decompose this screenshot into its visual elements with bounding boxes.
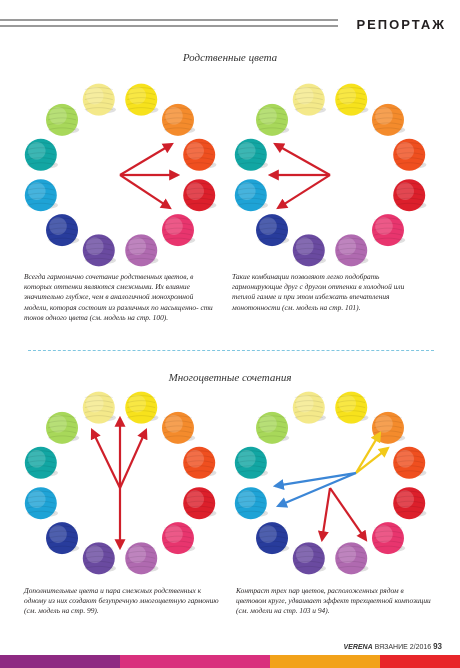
yarn-ball-sky-blue: [235, 179, 268, 211]
yarn-ball-lime: [256, 104, 289, 136]
footer-bar-purple: [0, 655, 120, 668]
section2-left-caption: Дополнительные цвета и пара смежных родственных к одному из них создают безупречную многоцветную гармонию (см. модель на стр. 99).: [24, 586, 219, 616]
yarn-ball-yellow: [125, 84, 158, 116]
yarn-ball-purple: [83, 234, 116, 266]
yarn-ball-lime: [46, 104, 79, 136]
color-wheel-analogous-right: [230, 80, 430, 270]
yarn-ball-sky-blue: [25, 487, 58, 519]
yarn-ball-yellow: [335, 84, 368, 116]
arrow-red-2: [278, 175, 330, 208]
yarn-ball-blue: [46, 214, 79, 246]
yarn-ball-pink: [162, 522, 195, 554]
color-wheel-analogous-left: [20, 80, 220, 270]
yarn-ball-pale-yellow: [83, 392, 116, 424]
section2-title: Многоцветные сочетания: [168, 372, 292, 384]
footer-bar-pink: [120, 655, 270, 668]
yarn-ball-teal: [25, 447, 58, 479]
yarn-ball-orange: [393, 139, 426, 171]
yarn-ball-sky-blue: [235, 487, 268, 519]
yarn-ball-light-orange: [162, 412, 195, 444]
section1-title: Родственные цвета: [182, 52, 278, 64]
yarn-ball-violet: [125, 234, 158, 266]
yarn-ball-red: [183, 487, 216, 519]
arrow-blue-3: [278, 473, 356, 506]
yarn-ball-pink: [372, 214, 405, 246]
yarn-ball-lime: [256, 412, 289, 444]
footer-magazine-info: [344, 642, 443, 651]
yarn-ball-pale-yellow: [83, 84, 116, 116]
arrow-red-0: [275, 144, 330, 175]
arrow-yellow-1: [356, 448, 388, 473]
yarn-ball-blue: [46, 522, 79, 554]
page-number: 93: [433, 642, 442, 651]
arrow-red-5: [322, 488, 330, 540]
yarn-ball-pale-yellow: [293, 392, 326, 424]
arrow-red-2: [120, 430, 146, 488]
header-rule: [0, 16, 340, 32]
yarn-ball-teal: [235, 447, 268, 479]
arrow-yellow-0: [356, 433, 380, 473]
color-wheel-complementary-left: [20, 388, 220, 578]
footer-issue: ВЯЗАНИЕ 2/2016: [374, 644, 432, 651]
yarn-ball-yellow: [335, 392, 368, 424]
yarn-ball-blue: [256, 214, 289, 246]
yarn-ball-blue: [256, 522, 289, 554]
yarn-ball-teal: [25, 139, 58, 171]
yarn-ball-orange: [183, 139, 216, 171]
yarn-ball-red: [183, 179, 216, 211]
section1-right-caption: Такие комбинации позволяют легко подобрать гармонирующие друг с другом оттенки в холодной или теплой гамме и при этом избежать впечатления монотонности (см. модель на стр. 101).: [232, 272, 405, 312]
yarn-ball-sky-blue: [25, 179, 58, 211]
arrow-red-2: [120, 175, 170, 208]
yarn-ball-orange: [183, 447, 216, 479]
arrow-red-1: [92, 430, 120, 488]
footer-bar-orange: [270, 655, 380, 668]
section1-left-caption: Всегда гармонично сочетание родственных цветов, в которых оттенки являются смежными. Их влияние значительно глубже, чем в аналогичной монохромной модели, которая состоит из различных по насыщенно- сти тонов одного цвета (см. модель на стр. 100).: [24, 272, 213, 322]
yarn-ball-light-orange: [162, 104, 195, 136]
section-label: РЕПОРТАЖ: [350, 14, 460, 36]
yarn-ball-light-orange: [372, 104, 405, 136]
yarn-ball-pink: [372, 522, 405, 554]
yarn-ball-orange: [393, 447, 426, 479]
color-wheel-triad-pairs-right: [230, 388, 430, 578]
yarn-ball-lime: [46, 412, 79, 444]
yarn-ball-violet: [335, 234, 368, 266]
arrow-red-4: [330, 488, 366, 540]
arrow-blue-2: [275, 473, 356, 486]
yarn-ball-purple: [293, 234, 326, 266]
yarn-ball-red: [393, 487, 426, 519]
section2-right-caption: Контраст трех пар цветов, расположенных рядом в цветовом круге, удваивает эффект трехцветной композиции (см. модели на стр. 103 и 94).: [236, 586, 431, 616]
yarn-ball-violet: [335, 542, 368, 574]
yarn-ball-pink: [162, 214, 195, 246]
yarn-ball-red: [393, 179, 426, 211]
arrow-red-0: [120, 144, 172, 175]
yarn-ball-violet: [125, 542, 158, 574]
yarn-ball-purple: [83, 542, 116, 574]
yarn-ball-yellow: [125, 392, 158, 424]
footer-brand: VERENA: [343, 644, 373, 651]
section-divider: [28, 350, 434, 351]
yarn-ball-pale-yellow: [293, 84, 326, 116]
yarn-ball-purple: [293, 542, 326, 574]
footer-bar-red: [380, 655, 460, 668]
yarn-ball-teal: [235, 139, 268, 171]
